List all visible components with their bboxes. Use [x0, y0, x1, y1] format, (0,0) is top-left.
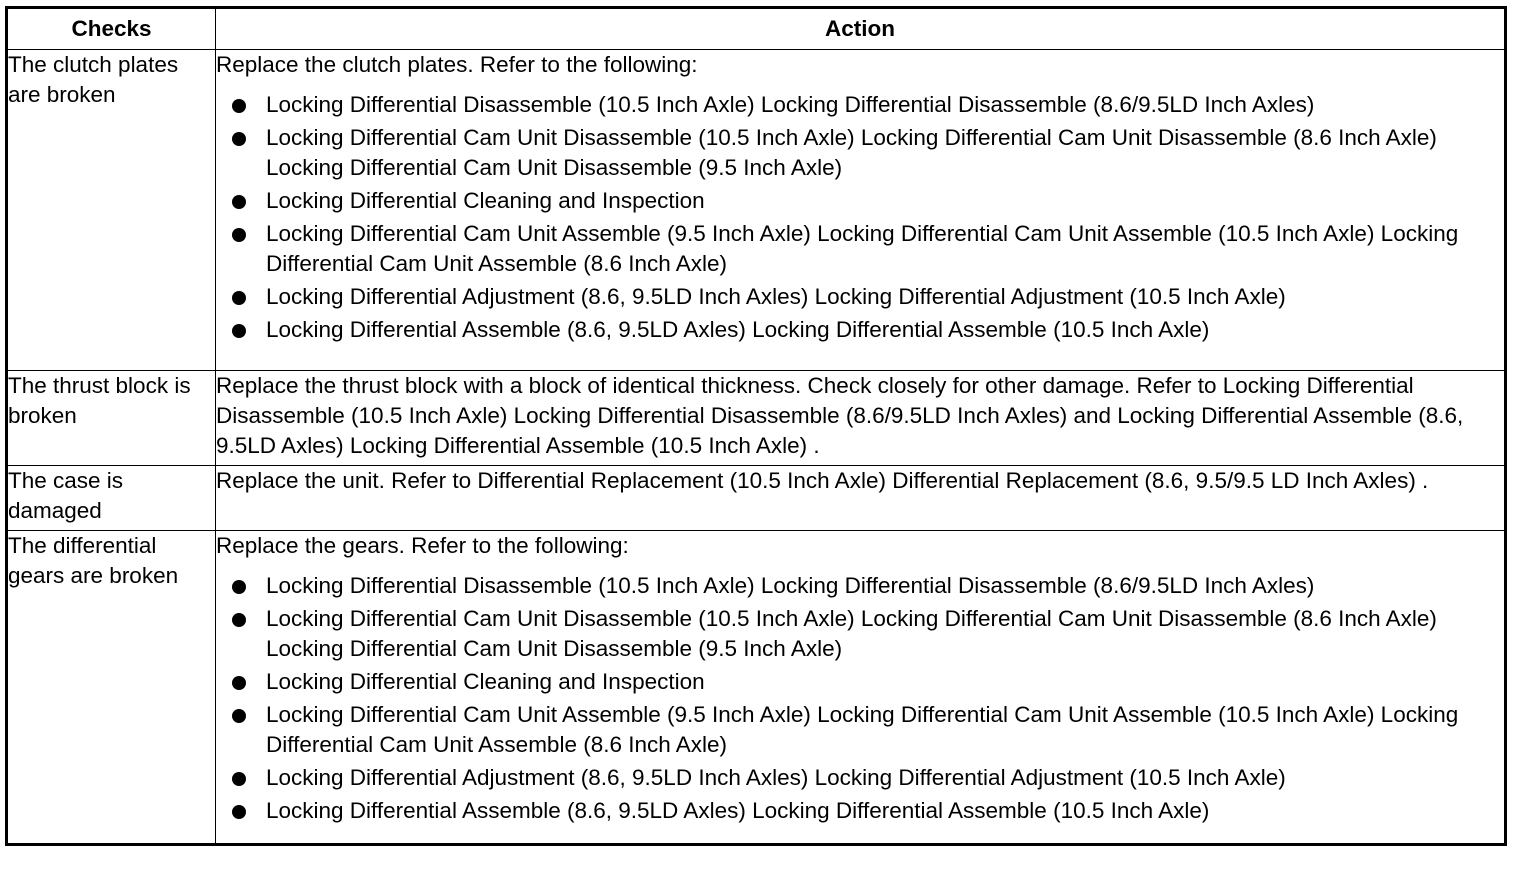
action-intro: Replace the gears. Refer to the following:	[216, 533, 629, 558]
reference-link[interactable]: Locking Differential Cam Unit Assemble (9.5 Inch Axle) Locking Differential Cam Unit Assemble (10.5 Inch Axle) Locking Differential Cam Unit Assemble (8.6 Inch Axle)	[266, 221, 1459, 276]
action-intro: Replace the clutch plates. Refer to the following:	[216, 52, 698, 77]
list-item	[216, 219, 1504, 279]
reference-link[interactable]: Locking Differential Assemble (8.6, 9.5LD Axles) Locking Differential Assemble (10.5 Inch Axle)	[266, 798, 1210, 823]
bullet-icon	[232, 195, 246, 209]
reference-link[interactable]: Locking Differential Adjustment (8.6, 9.5LD Inch Axles) Locking Differential Adjustment (10.5 Inch Axle)	[266, 765, 1286, 790]
bullet-icon	[232, 132, 246, 146]
action-text: Replace the unit. Refer to Differential Replacement (10.5 Inch Axle) Differential Replacement (8.6, 9.5/9.5 LD Inch Axles) .	[216, 468, 1429, 493]
list-item	[216, 571, 1504, 601]
bullet-icon	[232, 772, 246, 786]
bullet-icon	[232, 580, 246, 594]
check-cell: The case is damaged	[7, 466, 216, 531]
check-cell: The thrust block is broken	[7, 371, 216, 466]
bullet-icon	[232, 99, 246, 113]
bullet-icon	[232, 291, 246, 305]
reference-link[interactable]: Locking Differential Cam Unit Assemble (9.5 Inch Axle) Locking Differential Cam Unit Assemble (10.5 Inch Axle) Locking Differential Cam Unit Assemble (8.6 Inch Axle)	[266, 702, 1459, 757]
reference-link[interactable]: Locking Differential Cleaning and Inspection	[266, 188, 705, 213]
list-item	[216, 282, 1504, 312]
list-item	[216, 186, 1504, 216]
table-row	[7, 50, 1506, 371]
action-header: Action	[216, 8, 1506, 50]
bullet-icon	[232, 709, 246, 723]
action-cell	[216, 466, 1506, 531]
header-row	[7, 8, 1506, 50]
reference-list	[216, 90, 1504, 345]
bullet-icon	[232, 228, 246, 242]
reference-link[interactable]: Locking Differential Cam Unit Disassemble (10.5 Inch Axle) Locking Differential Cam Unit Disassemble (8.6 Inch Axle) Locking Differential Cam Unit Disassemble (9.5 Inch Axle)	[266, 125, 1437, 180]
reference-link[interactable]: Locking Differential Disassemble (10.5 Inch Axle) Locking Differential Disassemble (8.6/9.5LD Inch Axles)	[266, 573, 1315, 598]
reference-list	[216, 571, 1504, 826]
table-row	[7, 531, 1506, 845]
list-item	[216, 667, 1504, 697]
table-row	[7, 371, 1506, 466]
bullet-icon	[232, 324, 246, 338]
reference-link[interactable]: Locking Differential Disassemble (10.5 Inch Axle) Locking Differential Disassemble (8.6/9.5LD Inch Axles)	[266, 92, 1315, 117]
bullet-icon	[232, 613, 246, 627]
reference-link[interactable]: Locking Differential Cam Unit Disassemble (10.5 Inch Axle) Locking Differential Cam Unit Disassemble (8.6 Inch Axle) Locking Differential Cam Unit Disassemble (9.5 Inch Axle)	[266, 606, 1437, 661]
check-cell: The differential gears are broken	[7, 531, 216, 845]
reference-link[interactable]: Locking Differential Adjustment (8.6, 9.5LD Inch Axles) Locking Differential Adjustment (10.5 Inch Axle)	[266, 284, 1286, 309]
table-row	[7, 466, 1506, 531]
list-item	[216, 123, 1504, 183]
action-cell	[216, 50, 1506, 371]
list-item	[216, 604, 1504, 664]
bullet-icon	[232, 805, 246, 819]
action-cell	[216, 531, 1506, 845]
action-text: Replace the thrust block with a block of identical thickness. Check closely for other damage. Refer to Locking Differential Disassemble (10.5 Inch Axle) Locking Differential Disassemble (8.6/9.5LD Inch Axles) and Locking Differential Assemble (8.6, 9.5LD Axles) Locking Differential Assemble (10.5 Inch Axle) .	[216, 373, 1464, 458]
check-cell: The clutch plates are broken	[7, 50, 216, 371]
bullet-icon	[232, 676, 246, 690]
checks-header: Checks	[7, 8, 216, 50]
diagnostic-table	[5, 6, 1507, 846]
action-cell	[216, 371, 1506, 466]
list-item	[216, 700, 1504, 760]
reference-link[interactable]: Locking Differential Cleaning and Inspection	[266, 669, 705, 694]
list-item	[216, 796, 1504, 826]
list-item	[216, 315, 1504, 345]
reference-link[interactable]: Locking Differential Assemble (8.6, 9.5LD Axles) Locking Differential Assemble (10.5 Inch Axle)	[266, 317, 1210, 342]
list-item	[216, 763, 1504, 793]
list-item	[216, 90, 1504, 120]
